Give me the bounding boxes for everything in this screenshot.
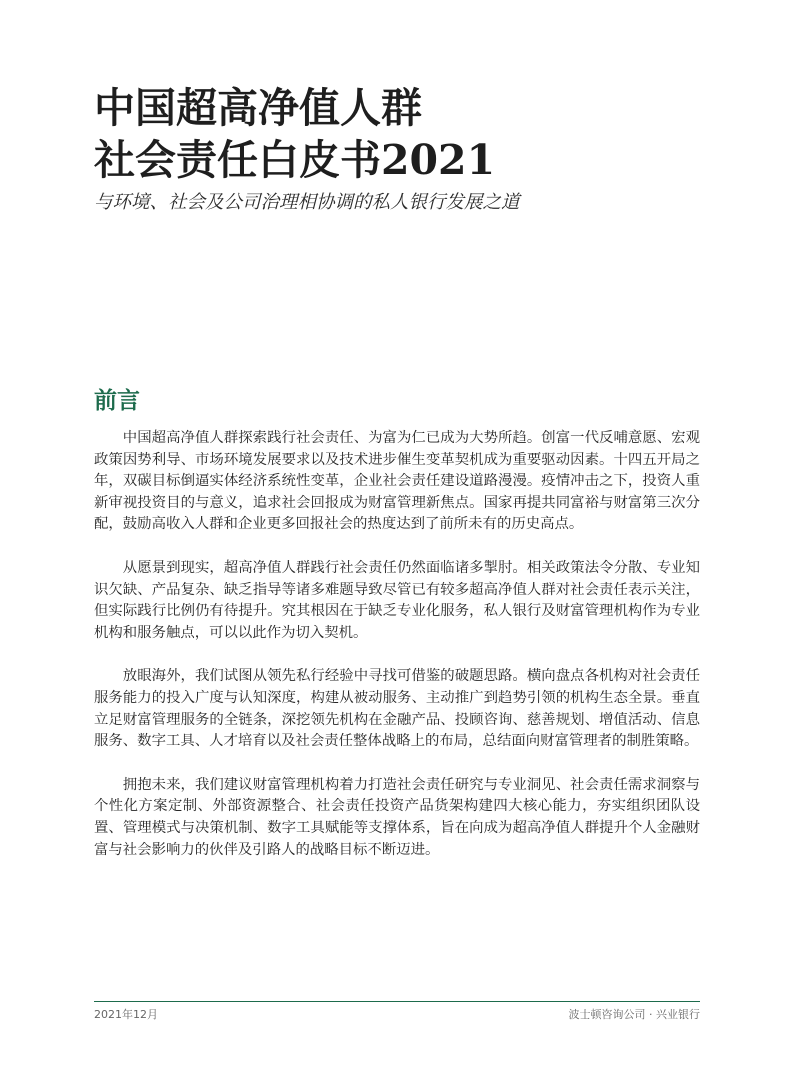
preface-paragraph-3: 放眼海外，我们试图从领先私行经验中寻找可借鉴的破题思路。横向盘点各机构对社会责任服务能力的投入广度与认知深度，构建从被动服务、主动推广到趋势引领的机构生态全景。垂直立足财富管理服务的全链条，深挖领先机构在金融产品、投顾咨询、慈善规划、增值活动、信息服务、数字工具、人才培育以及社会责任整体战略上的布局，总结面向财富管理者的制胜策略。 xyxy=(94,668,700,750)
footer-publishers: 波士顿咨询公司 · 兴业银行 xyxy=(568,1008,700,1021)
preface-body xyxy=(94,428,700,883)
document-title-line-2: 社会责任白皮书2021 xyxy=(94,136,496,184)
footer-date: 2021年12月 xyxy=(94,1008,158,1021)
footer-divider xyxy=(94,1001,700,1002)
document-subtitle: 与环境、社会及公司治理相协调的私人银行发展之道 xyxy=(94,192,520,213)
preface-paragraph-1: 中国超高净值人群探索践行社会责任、为富为仁已成为大势所趋。创富一代反哺意愿、宏观政策因势利导、市场环境发展要求以及技术进步催生变革契机成为重要驱动因素。十四五开局之年，双碳目标倒逼实体经济系统性变革，企业社会责任建设道路漫漫。疫情冲击之下，投资人重新审视投资目的与意义，追求社会回报成为财富管理新焦点。国家再提共同富裕与财富第三次分配，鼓励高收入人群和企业更多回报社会的热度达到了前所未有的历史高点。 xyxy=(94,430,700,533)
preface-paragraph-2: 从愿景到现实，超高净值人群践行社会责任仍然面临诸多掣肘。相关政策法令分散、专业知识欠缺、产品复杂、缺乏指导等诸多难题导致尽管已有较多超高净值人群对社会责任表示关注，但实际践行比例仍有待提升。究其根因在于缺乏专业化服务，私人银行及财富管理机构作为专业机构和服务触点，可以以此作为切入契机。 xyxy=(94,559,700,641)
document-title-line-1: 中国超高净值人群 xyxy=(94,84,422,132)
preface-heading: 前言 xyxy=(94,387,140,414)
preface-paragraph-4: 拥抱未来，我们建议财富管理机构着力打造社会责任研究与专业洞见、社会责任需求洞察与个性化方案定制、外部资源整合、社会责任投资产品货架构建四大核心能力，夯实组织团队设置、管理模式与决策机制、数字工具赋能等支撑体系，旨在向成为超高净值人群提升个人金融财富与社会影响力的伙伴及引路人的战略目标不断迈进。 xyxy=(94,776,700,858)
